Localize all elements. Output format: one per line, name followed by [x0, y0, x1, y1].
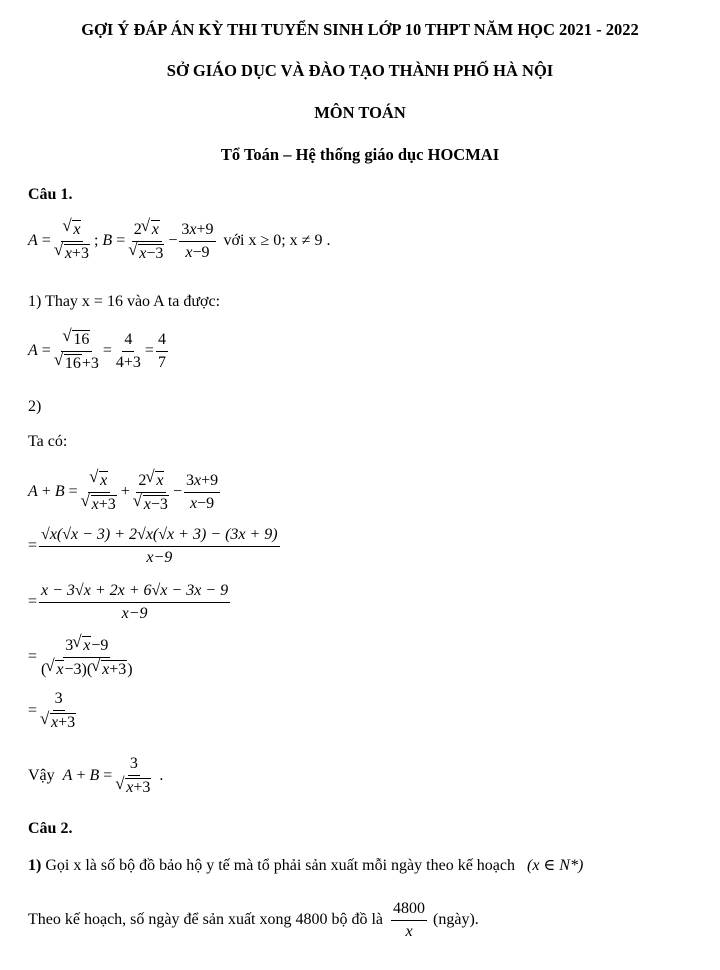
q1-conclusion: Vậy A + B = 3 √ x+3 . [28, 755, 163, 796]
q1-condition: với x ≥ 0; x ≠ 9 . [223, 232, 331, 250]
q1-part2-label: 2) [28, 398, 42, 415]
q1-part1-text: 1) Thay x = 16 vào A ta được: [28, 293, 221, 310]
q1-step1: A + B = √ x √ x+3 + 2√ x √ x−3 − $\frac{3x+9}{x-9}$ [28, 471, 222, 513]
q1-step5: = 3 √ x+3 [28, 690, 80, 731]
q1-step4: = $\frac{3√ x-9}{(√ x-3)(√ x+3)}$ [28, 636, 137, 678]
q2-plan: Theo kế hoạch, số ngày để sản xuất xong 4800 bộ đồ là $\frac{4800}{x}$ (ngày). [28, 900, 479, 940]
header-line-2: SỞ GIÁO DỤC VÀ ĐÀO TẠO THÀNH PHỐ HÀ NỘI [166, 61, 554, 80]
header-line-4: Tổ Toán – Hệ thống giáo dục HOCMAI [220, 145, 500, 164]
header-line-3: MÔN TOÁN [314, 103, 406, 122]
q2-heading: Câu 2. [28, 820, 73, 837]
q1-part2-intro: Ta có: [28, 433, 68, 450]
q1-part1-evaluation: A = √ 16 √ 16+3 = $\frac{4}{4+3}$ = $\frac{4}{7}$ [28, 330, 170, 372]
q2-part1: 1) Gọi x là số bộ đồ bảo hộ y tế mà tổ phải sản xuất mỗi ngày theo kế hoạch (x ∈ N*) [28, 857, 584, 874]
q1-step3: = $\frac{x - 3√x + 2x + 6√x - 3x - 9}{x-9}$ [28, 582, 229, 622]
header-line-1: GỢI Ý ĐÁP ÁN KỲ THI TUYỂN SINH LỚP 10 THPT NĂM HỌC 2021 - 2022 [81, 20, 639, 39]
q1-step2: = $\frac{√x(√x - 3) + 2√x(√x + 3) - (3x + 9)}{x-9}$ [28, 526, 278, 566]
q1-given-expression: A = √ x √ x+3 ; B = 2√ x √ x−3 − $\frac{3x+9}{x-9}$ với x ≥ 0; x ≠ 9 . [28, 220, 330, 262]
q1-heading: Câu 1. [28, 186, 73, 203]
